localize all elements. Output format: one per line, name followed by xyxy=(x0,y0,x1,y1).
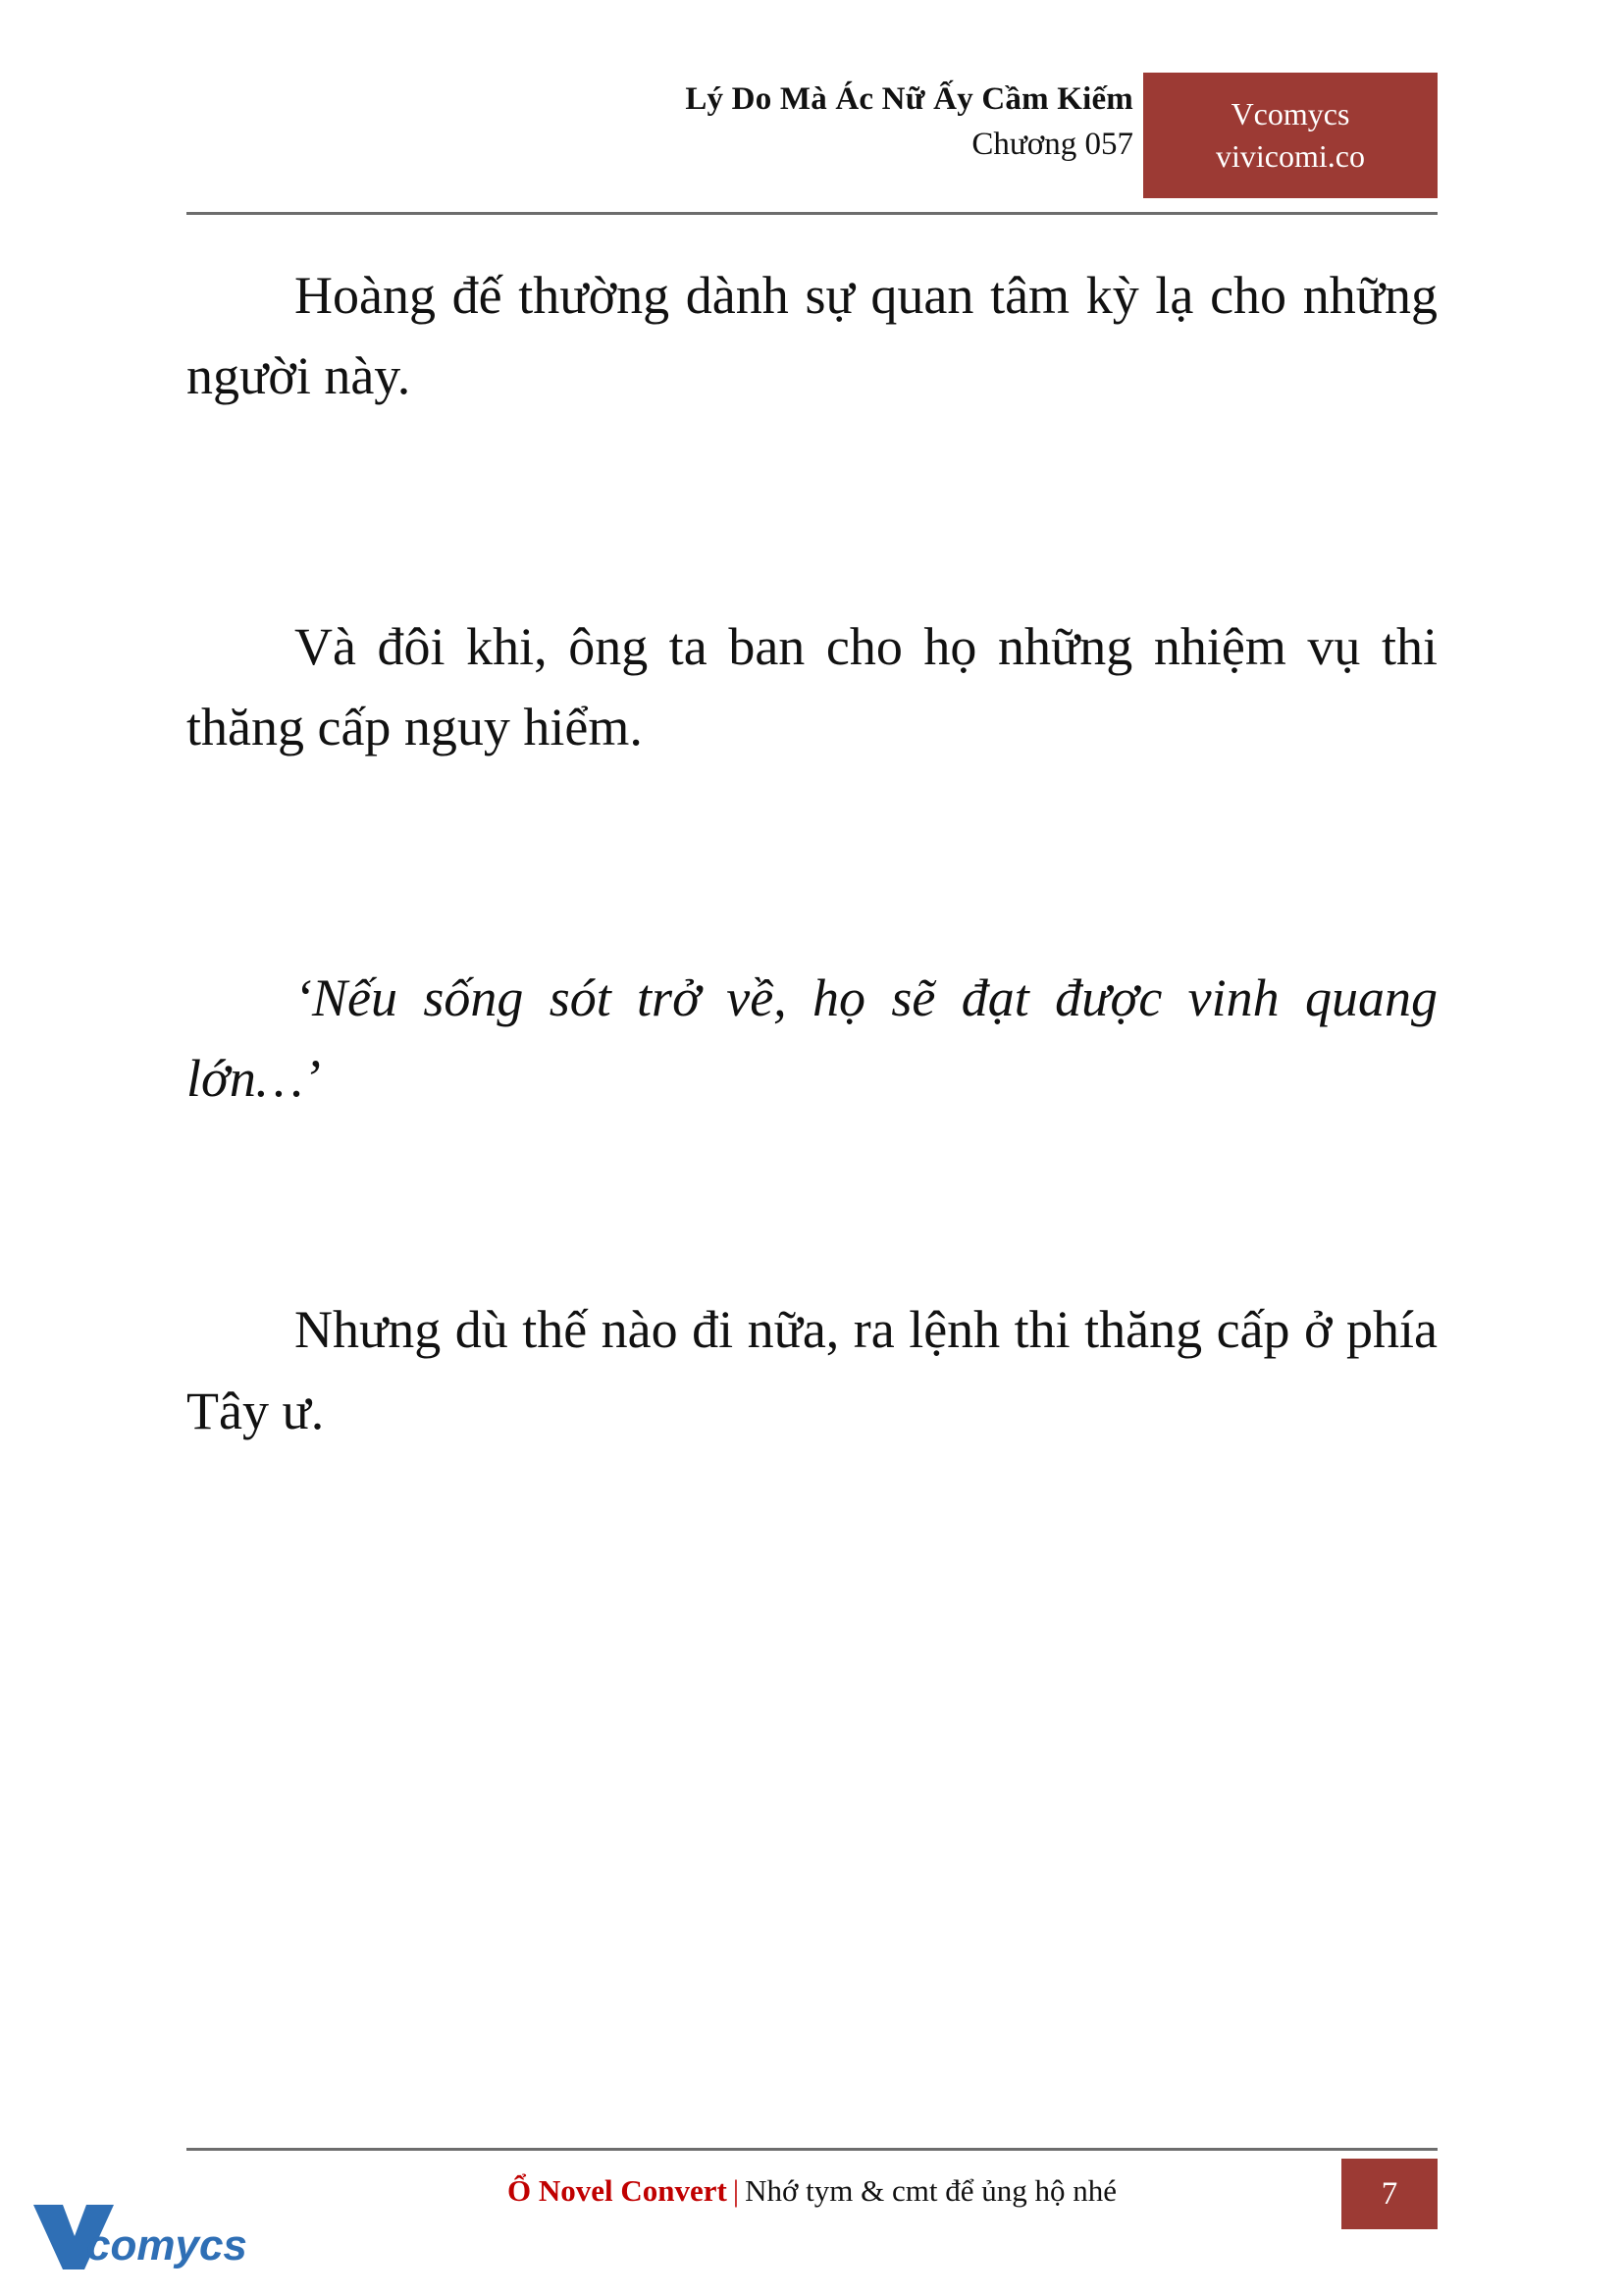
header-divider xyxy=(186,212,1438,215)
paragraph: Và đôi khi, ông ta ban cho họ những nhiệm vụ thi thăng cấp nguy hiểm. xyxy=(186,617,1438,757)
footer-divider xyxy=(186,2148,1438,2151)
paragraph-spacer xyxy=(186,489,1438,606)
paragraph: Hoàng đế thường dành sự quan tâm kỳ lạ cho những người này. xyxy=(186,266,1438,406)
footer-separator: | xyxy=(732,2173,740,2208)
page-number-badge: 7 xyxy=(1341,2159,1438,2229)
vcomycs-watermark-logo xyxy=(29,2189,285,2277)
svg-text:comycs: comycs xyxy=(86,2221,247,2269)
chapter-label: Chương 057 xyxy=(971,126,1133,162)
paragraph: Nhưng dù thế nào đi nữa, ra lệnh thi thăng cấp ở phía Tây ư. xyxy=(186,1300,1438,1440)
site-badge xyxy=(1143,73,1438,198)
page-header xyxy=(186,78,1438,216)
page-title: Lý Do Mà Ác Nữ Ấy Cầm Kiếm xyxy=(685,81,1133,117)
paragraph-spacer xyxy=(186,1191,1438,1289)
footer-credit xyxy=(186,2173,1438,2209)
site-badge-url: vivicomi.co xyxy=(1216,138,1365,174)
footer-row xyxy=(186,2164,1438,2224)
page-content xyxy=(186,255,1438,1524)
site-badge-name: Vcomycs xyxy=(1231,95,1350,131)
footer-brand: Ổ Novel Convert xyxy=(507,2173,727,2208)
paragraph-quote: ‘Nếu sống sót trở về, họ sẽ đạt được vinh quang lớn…’ xyxy=(186,968,1438,1109)
paragraph-spacer xyxy=(186,840,1438,958)
header-titles xyxy=(685,78,1133,166)
footer-note: Nhớ tym & cmt để ủng hộ nhé xyxy=(745,2173,1117,2208)
